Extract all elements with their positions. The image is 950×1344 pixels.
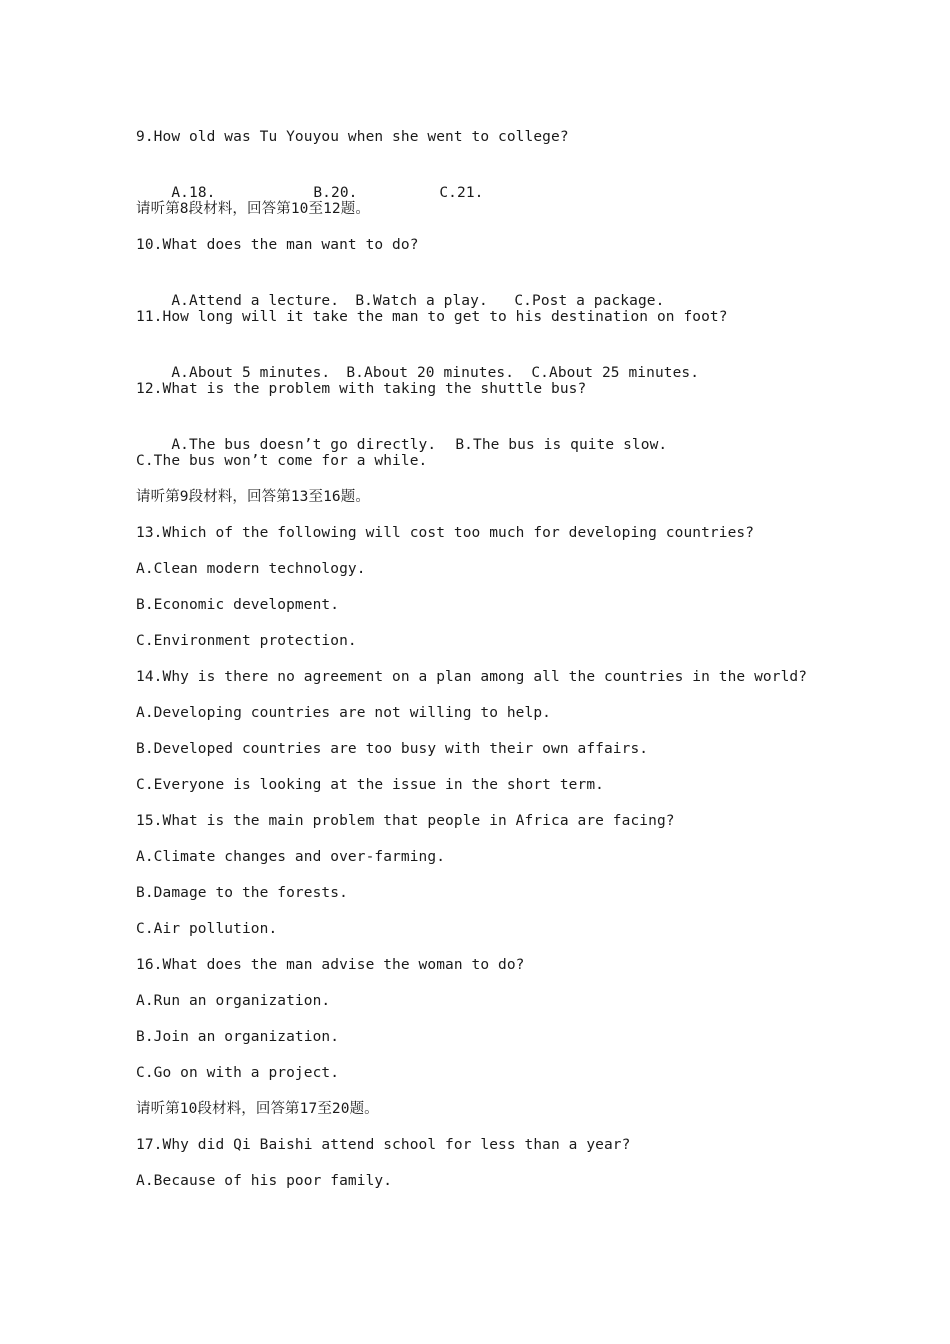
option-c: C.Air pollution. bbox=[136, 921, 278, 937]
question-17: 17.Why did Qi Baishi attend school for less than a year? bbox=[136, 1137, 631, 1153]
option-b: B.The bus is quite slow. bbox=[455, 437, 668, 453]
option-a: A.Climate changes and over-farming. bbox=[136, 849, 446, 865]
option-b: B.Watch a play. bbox=[355, 293, 488, 309]
option-b: B.Damage to the forests. bbox=[136, 885, 348, 901]
option-b: B.20. bbox=[313, 185, 358, 201]
question-16: 16.What does the man advise the woman to do? bbox=[136, 957, 525, 973]
option-c: C.Everyone is looking at the issue in the short term. bbox=[136, 777, 604, 793]
option-c: C.Environment protection. bbox=[136, 633, 357, 649]
option-a: A.18. bbox=[171, 185, 216, 201]
option-c: C.21. bbox=[439, 185, 484, 201]
option-a: A.Run an organization. bbox=[136, 993, 331, 1009]
question-15: 15.What is the main problem that people in Africa are facing? bbox=[136, 813, 675, 829]
section-heading-8: 请听第8段材料，回答第10至12题。 bbox=[136, 201, 370, 217]
option-a: A.Because of his poor family. bbox=[136, 1173, 393, 1189]
question-11: 11.How long will it take the man to get to his destination on foot? bbox=[136, 309, 728, 325]
option-a: A.Developing countries are not willing to help. bbox=[136, 705, 551, 721]
option-a: A.The bus doesn’t go directly. bbox=[171, 437, 437, 453]
option-c: C.Post a package. bbox=[514, 293, 665, 309]
question-12: 12.What is the problem with taking the shuttle bus? bbox=[136, 381, 587, 397]
section-heading-10: 请听第10段材料，回答第17至20题。 bbox=[136, 1101, 379, 1117]
question-10: 10.What does the man want to do? bbox=[136, 237, 419, 253]
question-9: 9.How old was Tu Youyou when she went to college? bbox=[136, 129, 569, 145]
option-a: A.About 5 minutes. bbox=[171, 365, 331, 381]
option-a: A.Attend a lecture. bbox=[171, 293, 340, 309]
option-c: C.About 25 minutes. bbox=[531, 365, 700, 381]
option-b: B.Economic development. bbox=[136, 597, 340, 613]
option-c: C.The bus won’t come for a while. bbox=[136, 453, 428, 469]
question-14: 14.Why is there no agreement on a plan among all the countries in the world? bbox=[136, 669, 808, 685]
option-c: C.Go on with a project. bbox=[136, 1065, 340, 1081]
section-heading-9: 请听第9段材料，回答第13至16题。 bbox=[136, 489, 370, 505]
option-a: A.Clean modern technology. bbox=[136, 561, 366, 577]
question-13: 13.Which of the following will cost too much for developing countries? bbox=[136, 525, 755, 541]
option-b: B.Developed countries are too busy with their own affairs. bbox=[136, 741, 649, 757]
option-b: B.About 20 minutes. bbox=[346, 365, 515, 381]
option-b: B.Join an organization. bbox=[136, 1029, 340, 1045]
